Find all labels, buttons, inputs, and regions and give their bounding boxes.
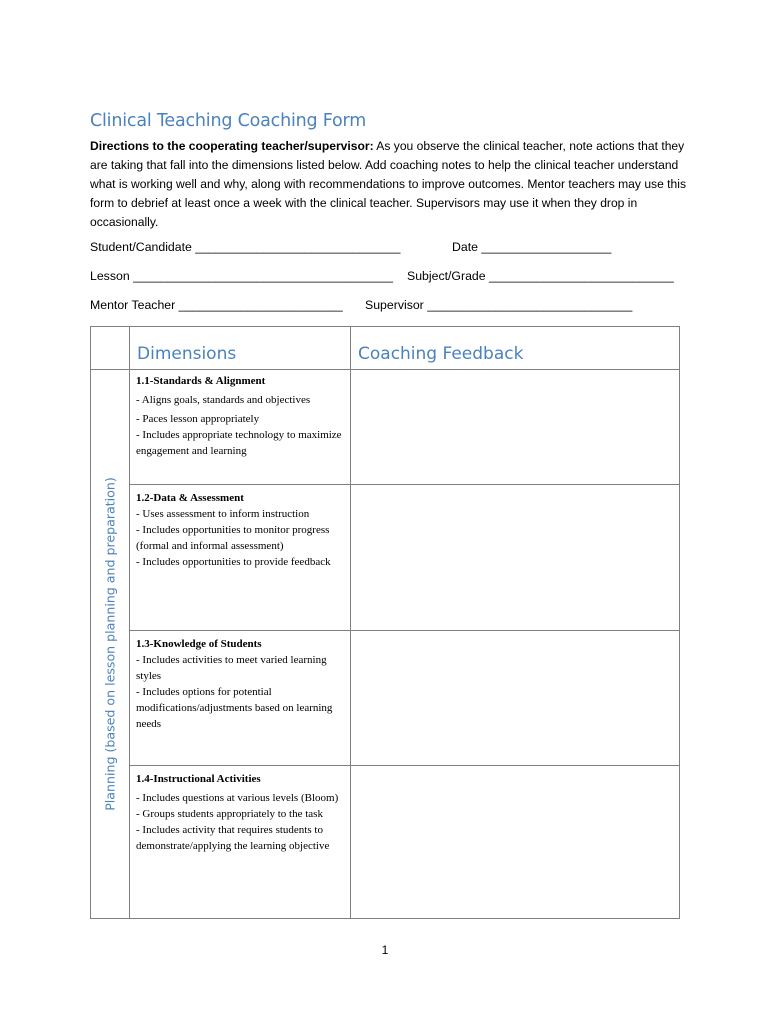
dimensions-header: Dimensions [130, 327, 351, 370]
dimension-heading: 1.3-Knowledge of Students [136, 638, 262, 650]
table-row [91, 766, 680, 919]
coaching-table [90, 326, 680, 919]
table-header-row [91, 327, 680, 370]
table-row [91, 370, 680, 485]
feedback-cell[interactable] [351, 766, 680, 919]
dimension-heading: 1.2-Data & Assessment [136, 492, 244, 504]
planning-side-label: Planning (based on lesson planning and preparation) [102, 477, 118, 811]
date-field[interactable]: Date ___________________ [452, 240, 612, 254]
feedback-cell[interactable] [351, 631, 680, 766]
planning-side-cell [91, 370, 130, 919]
dimension-item: - Includes questions at various levels (Bloom) [136, 792, 339, 804]
directions-text: As you observe the clinical teacher, note actions that they are taking that fall into the dimensions listed below. Add coaching notes to help the clinical teacher understand what is working well and why, along with recommendations to improve outcomes. Mentor teachers may use this form to debrief at least once a week with the clinical teacher. Supervisors may use it when they drop in occasionally. [90, 139, 686, 229]
dimension-cell [130, 631, 351, 766]
dimension-cell [130, 370, 351, 485]
dimension-item: - Includes activities to meet varied learning styles [136, 654, 327, 682]
feedback-cell[interactable] [351, 370, 680, 485]
feedback-cell[interactable] [351, 485, 680, 631]
lesson-field[interactable]: Lesson ______________________________________ [90, 269, 393, 283]
dimension-heading: 1.4-Instructional Activities [136, 773, 261, 785]
directions-paragraph [90, 137, 686, 232]
form-title: Clinical Teaching Coaching Form [90, 111, 367, 131]
dimension-item: - Groups students appropriately to the task [136, 808, 323, 820]
header-corner-cell [91, 327, 130, 370]
dimension-item: - Includes appropriate technology to maximize engagement and learning [136, 429, 342, 457]
dimension-heading: 1.1-Standards & Alignment [136, 375, 266, 387]
dimension-item: - Aligns goals, standards and objectives [136, 394, 311, 406]
directions-lead: Directions to the cooperating teacher/supervisor: [90, 139, 374, 153]
table-row [91, 485, 680, 631]
dimension-item: - Includes opportunities to monitor progress (formal and informal assessment) [136, 524, 330, 552]
dimension-item: - Paces lesson appropriately [136, 413, 260, 425]
dimension-item: - Includes options for potential modifications/adjustments based on learning needs [136, 686, 333, 730]
mentor-teacher-field[interactable]: Mentor Teacher ________________________ [90, 298, 343, 312]
dimension-cell [130, 485, 351, 631]
dimension-cell [130, 766, 351, 919]
dimension-item: - Includes activity that requires students to demonstrate/applying the learning objective [136, 824, 330, 852]
supervisor-field[interactable]: Supervisor ______________________________ [365, 298, 633, 312]
student-candidate-field[interactable]: Student/Candidate ______________________________ [90, 240, 401, 254]
dimension-item: - Uses assessment to inform instruction [136, 508, 310, 520]
page-number: 1 [381, 943, 389, 957]
coaching-feedback-header: Coaching Feedback [351, 327, 680, 370]
subject-grade-field[interactable]: Subject/Grade ___________________________ [407, 269, 674, 283]
table-row [91, 631, 680, 766]
dimension-item: - Includes opportunities to provide feedback [136, 556, 331, 568]
